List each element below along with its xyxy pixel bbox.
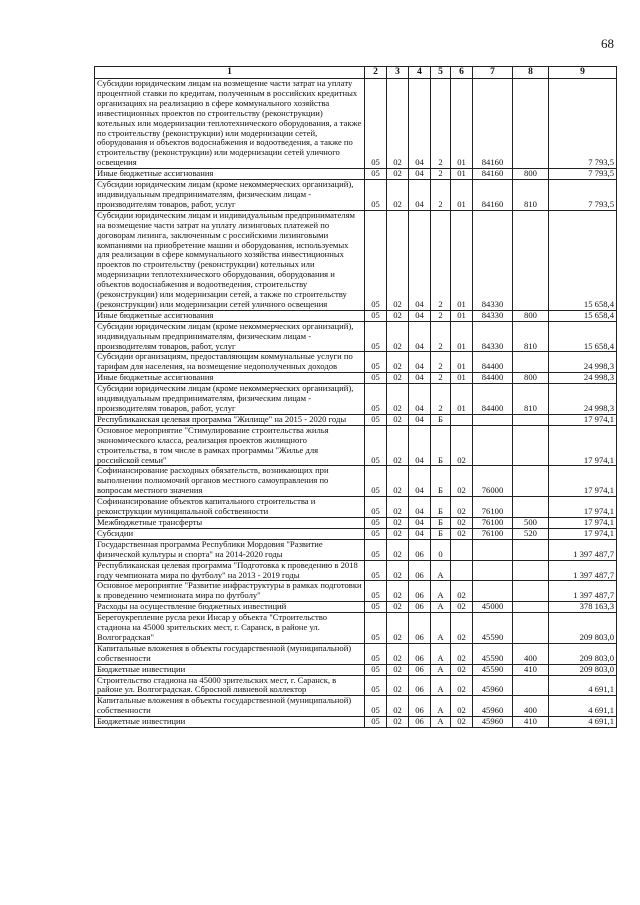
event-code: 02 xyxy=(451,696,473,717)
expense-type-code xyxy=(513,414,549,425)
section-code: 05 xyxy=(365,310,387,321)
subprogram-code: А xyxy=(431,613,451,644)
section-code: 05 xyxy=(365,169,387,180)
section-code: 05 xyxy=(365,466,387,497)
expense-type-code: 810 xyxy=(513,384,549,415)
row-description: Субсидии юридическим лицам на возмещение части затрат на уплату процентной ставки по кредитам, полученным в российских кредитных организациях на реализацию в сфере коммунального хозяйства инвестиционных проектов по строительству (реконструкции) котельных или модернизации теплотехнического оборудования, а также по строительству (реконструкции) или модернизации сетей, оборудования и объектов водоснабжения и водоотведения, а также по строительству (реконструкции) или модернизации сетей уличного освещения xyxy=(95,79,365,169)
program-code: 04 xyxy=(409,466,431,497)
subprogram-code: 2 xyxy=(431,169,451,180)
section-code: 05 xyxy=(365,517,387,528)
subprogram-code: А xyxy=(431,581,451,602)
program-code: 06 xyxy=(409,717,431,728)
row-description: Субсидии юридическим лицам (кроме некоммерческих организаций), индивидуальным предпринимателям, физическим лицам - производителям товаров, работ, услуг xyxy=(95,321,365,352)
program-code: 06 xyxy=(409,664,431,675)
subprogram-code: А xyxy=(431,664,451,675)
direction-code: 76100 xyxy=(473,497,513,518)
subprogram-code: 0 xyxy=(431,539,451,560)
program-code: 04 xyxy=(409,414,431,425)
event-code: 02 xyxy=(451,581,473,602)
table-row xyxy=(95,581,617,602)
direction-code: 45960 xyxy=(473,717,513,728)
amount: 4 691,1 xyxy=(549,696,617,717)
subprogram-code: Б xyxy=(431,425,451,466)
event-code: 02 xyxy=(451,528,473,539)
section-code: 05 xyxy=(365,384,387,415)
direction-code xyxy=(473,539,513,560)
event-code xyxy=(451,539,473,560)
amount: 1 397 487,7 xyxy=(549,539,617,560)
section-code: 05 xyxy=(365,373,387,384)
program-code: 04 xyxy=(409,373,431,384)
expense-type-code xyxy=(513,497,549,518)
expense-type-code xyxy=(513,560,549,581)
event-code: 01 xyxy=(451,321,473,352)
expense-type-code xyxy=(513,352,549,373)
row-description: Строительство стадиона на 45000 зрительских мест, г. Саранск, в районе ул. Волгоградская. Сбросной ливневой коллектор xyxy=(95,675,365,696)
program-code: 04 xyxy=(409,210,431,310)
direction-code: 45590 xyxy=(473,613,513,644)
expense-type-code: 800 xyxy=(513,310,549,321)
column-header: 6 xyxy=(451,67,473,79)
subprogram-code: А xyxy=(431,696,451,717)
expense-type-code: 410 xyxy=(513,664,549,675)
program-code: 06 xyxy=(409,613,431,644)
row-description: Капитальные вложения в объекты государственной (муниципальной) собственности xyxy=(95,696,365,717)
direction-code: 76100 xyxy=(473,517,513,528)
column-header: 7 xyxy=(473,67,513,79)
column-header: 3 xyxy=(387,67,409,79)
subprogram-code: 2 xyxy=(431,352,451,373)
table-row xyxy=(95,528,617,539)
section-code: 05 xyxy=(365,581,387,602)
row-description: Расходы на осуществление бюджетных инвестиций xyxy=(95,602,365,613)
section-code: 05 xyxy=(365,675,387,696)
direction-code: 84330 xyxy=(473,321,513,352)
row-description: Республиканская целевая программа "Подготовка к проведению в 2018 году чемпионата мира по футболу" на 2013 - 2019 годы xyxy=(95,560,365,581)
table-row xyxy=(95,169,617,180)
direction-code: 45000 xyxy=(473,602,513,613)
direction-code: 84330 xyxy=(473,310,513,321)
amount: 17 974,1 xyxy=(549,425,617,466)
event-code: 02 xyxy=(451,613,473,644)
direction-code: 76000 xyxy=(473,466,513,497)
subsection-code: 02 xyxy=(387,373,409,384)
amount: 4 691,1 xyxy=(549,717,617,728)
expense-type-code: 810 xyxy=(513,321,549,352)
amount: 17 974,1 xyxy=(549,466,617,497)
table-row xyxy=(95,560,617,581)
table-row xyxy=(95,373,617,384)
event-code: 02 xyxy=(451,466,473,497)
expense-type-code xyxy=(513,581,549,602)
event-code: 02 xyxy=(451,602,473,613)
subprogram-code: Б xyxy=(431,497,451,518)
subsection-code: 02 xyxy=(387,675,409,696)
event-code: 01 xyxy=(451,384,473,415)
subsection-code: 02 xyxy=(387,643,409,664)
subsection-code: 02 xyxy=(387,717,409,728)
table-row xyxy=(95,321,617,352)
section-code: 05 xyxy=(365,643,387,664)
section-code: 05 xyxy=(365,717,387,728)
amount: 24 998,3 xyxy=(549,352,617,373)
direction-code: 84160 xyxy=(473,79,513,169)
table-header-row xyxy=(95,67,617,79)
subprogram-code: 2 xyxy=(431,79,451,169)
row-description: Основное мероприятие "Развитие инфраструктуры в рамках подготовки к проведению чемпионата мира по футболу" xyxy=(95,581,365,602)
program-code: 06 xyxy=(409,539,431,560)
table-row xyxy=(95,602,617,613)
column-header: 8 xyxy=(513,67,549,79)
program-code: 06 xyxy=(409,602,431,613)
expense-type-code xyxy=(513,425,549,466)
table-row xyxy=(95,539,617,560)
section-code: 05 xyxy=(365,539,387,560)
row-description: Иные бюджетные ассигнования xyxy=(95,373,365,384)
section-code: 05 xyxy=(365,414,387,425)
subsection-code: 02 xyxy=(387,180,409,211)
subprogram-code: 2 xyxy=(431,373,451,384)
subsection-code: 02 xyxy=(387,528,409,539)
section-code: 05 xyxy=(365,613,387,644)
event-code: 01 xyxy=(451,210,473,310)
event-code: 02 xyxy=(451,675,473,696)
direction-code: 84400 xyxy=(473,384,513,415)
subprogram-code: Б xyxy=(431,528,451,539)
table-row xyxy=(95,310,617,321)
table-row xyxy=(95,497,617,518)
direction-code: 45590 xyxy=(473,643,513,664)
subsection-code: 02 xyxy=(387,321,409,352)
event-code: 01 xyxy=(451,169,473,180)
row-description: Государственная программа Республики Мордовия "Развитие физической культуры и спорта" на 2014-2020 годы xyxy=(95,539,365,560)
expense-type-code xyxy=(513,466,549,497)
program-code: 04 xyxy=(409,321,431,352)
direction-code: 76100 xyxy=(473,528,513,539)
subprogram-code: 2 xyxy=(431,210,451,310)
section-code: 05 xyxy=(365,696,387,717)
event-code: 01 xyxy=(451,373,473,384)
table-row xyxy=(95,466,617,497)
amount: 1 397 487,7 xyxy=(549,560,617,581)
subsection-code: 02 xyxy=(387,696,409,717)
section-code: 05 xyxy=(365,352,387,373)
row-description: Субсидии организациям, предоставляющим коммунальные услуги по тарифам для населения, на возмещение недополученных доходов xyxy=(95,352,365,373)
budget-table xyxy=(94,66,617,728)
subsection-code: 02 xyxy=(387,384,409,415)
subsection-code: 02 xyxy=(387,210,409,310)
row-description: Субсидии юридическим лицам и индивидуальным предпринимателям на возмещение части затрат на уплату лизинговых платежей по договорам лизинга, заключенным с российскими лизинговыми компаниями на приобретение машин и оборудования, используемых для реализации в сфере коммунального хозяйства инвестиционных проектов по строительству (реконструкции) котельных или модернизации теплотехнического оборудования, оборудования и объектов водоснабжения и водоотведения, строительству (реконструкции) или модернизации сетей, а также по строительству (реконструкции) или модернизации сетей уличного освещения xyxy=(95,210,365,310)
amount: 15 658,4 xyxy=(549,310,617,321)
subprogram-code: 2 xyxy=(431,321,451,352)
direction-code: 84330 xyxy=(473,210,513,310)
table-row xyxy=(95,696,617,717)
event-code: 01 xyxy=(451,310,473,321)
event-code: 01 xyxy=(451,180,473,211)
program-code: 04 xyxy=(409,352,431,373)
subprogram-code: 2 xyxy=(431,310,451,321)
subsection-code: 02 xyxy=(387,425,409,466)
section-code: 05 xyxy=(365,528,387,539)
expense-type-code: 400 xyxy=(513,696,549,717)
table-row xyxy=(95,414,617,425)
section-code: 05 xyxy=(365,321,387,352)
program-code: 06 xyxy=(409,675,431,696)
section-code: 05 xyxy=(365,664,387,675)
event-code: 02 xyxy=(451,425,473,466)
section-code: 05 xyxy=(365,79,387,169)
table-row xyxy=(95,717,617,728)
amount: 209 803,0 xyxy=(549,643,617,664)
direction-code: 84400 xyxy=(473,352,513,373)
subsection-code: 02 xyxy=(387,169,409,180)
event-code: 02 xyxy=(451,517,473,528)
program-code: 06 xyxy=(409,581,431,602)
amount: 17 974,1 xyxy=(549,528,617,539)
program-code: 06 xyxy=(409,696,431,717)
program-code: 04 xyxy=(409,497,431,518)
direction-code: 84400 xyxy=(473,373,513,384)
event-code: 01 xyxy=(451,79,473,169)
expense-type-code: 400 xyxy=(513,643,549,664)
table-row xyxy=(95,352,617,373)
subsection-code: 02 xyxy=(387,466,409,497)
table-row xyxy=(95,675,617,696)
amount: 7 793,5 xyxy=(549,79,617,169)
subsection-code: 02 xyxy=(387,613,409,644)
direction-code xyxy=(473,414,513,425)
program-code: 06 xyxy=(409,560,431,581)
subsection-code: 02 xyxy=(387,352,409,373)
event-code xyxy=(451,414,473,425)
subprogram-code: А xyxy=(431,643,451,664)
amount: 209 803,0 xyxy=(549,613,617,644)
section-code: 05 xyxy=(365,180,387,211)
amount: 17 974,1 xyxy=(549,497,617,518)
row-description: Основное мероприятие "Стимулирование строительства жилья экономического класса, реализация проектов жилищного строительства, в том числе в рамках программы "Жилье для российской семьи" xyxy=(95,425,365,466)
table-row xyxy=(95,517,617,528)
row-description: Межбюджетные трансферты xyxy=(95,517,365,528)
table-row xyxy=(95,613,617,644)
section-code: 05 xyxy=(365,560,387,581)
program-code: 04 xyxy=(409,384,431,415)
direction-code xyxy=(473,581,513,602)
subsection-code: 02 xyxy=(387,560,409,581)
amount: 4 691,1 xyxy=(549,675,617,696)
subsection-code: 02 xyxy=(387,539,409,560)
row-description: Софинансирование расходных обязательств, возникающих при выполнении полномочий органов местного самоуправления по вопросам местного значения xyxy=(95,466,365,497)
table-row xyxy=(95,643,617,664)
page-number: 68 xyxy=(601,36,614,51)
expense-type-code: 410 xyxy=(513,717,549,728)
row-description: Софинансирование объектов капитального строительства и реконструкции муниципальной собственности xyxy=(95,497,365,518)
amount: 15 658,4 xyxy=(549,321,617,352)
column-header: 4 xyxy=(409,67,431,79)
subsection-code: 02 xyxy=(387,414,409,425)
program-code: 04 xyxy=(409,528,431,539)
direction-code xyxy=(473,425,513,466)
table-row xyxy=(95,384,617,415)
direction-code: 84160 xyxy=(473,180,513,211)
expense-type-code: 800 xyxy=(513,169,549,180)
section-code: 05 xyxy=(365,497,387,518)
subsection-code: 02 xyxy=(387,79,409,169)
subprogram-code: Б xyxy=(431,414,451,425)
direction-code xyxy=(473,560,513,581)
section-code: 05 xyxy=(365,210,387,310)
section-code: 05 xyxy=(365,602,387,613)
amount: 17 974,1 xyxy=(549,517,617,528)
direction-code: 45590 xyxy=(473,664,513,675)
expense-type-code: 520 xyxy=(513,528,549,539)
expense-type-code xyxy=(513,675,549,696)
event-code xyxy=(451,560,473,581)
amount: 15 658,4 xyxy=(549,210,617,310)
amount: 1 397 487,7 xyxy=(549,581,617,602)
direction-code: 45960 xyxy=(473,696,513,717)
program-code: 06 xyxy=(409,643,431,664)
row-description: Капитальные вложения в объекты государственной (муниципальной) собственности xyxy=(95,643,365,664)
subprogram-code: А xyxy=(431,675,451,696)
amount: 378 163,3 xyxy=(549,602,617,613)
program-code: 04 xyxy=(409,169,431,180)
expense-type-code xyxy=(513,79,549,169)
program-code: 04 xyxy=(409,517,431,528)
subsection-code: 02 xyxy=(387,517,409,528)
expense-type-code: 810 xyxy=(513,180,549,211)
expense-type-code xyxy=(513,210,549,310)
expense-type-code xyxy=(513,602,549,613)
amount: 24 998,3 xyxy=(549,373,617,384)
row-description: Бюджетные инвестиции xyxy=(95,664,365,675)
subsection-code: 02 xyxy=(387,602,409,613)
program-code: 04 xyxy=(409,180,431,211)
event-code: 02 xyxy=(451,643,473,664)
expense-type-code xyxy=(513,539,549,560)
table-row xyxy=(95,180,617,211)
amount: 7 793,5 xyxy=(549,180,617,211)
event-code: 02 xyxy=(451,497,473,518)
event-code: 02 xyxy=(451,664,473,675)
subsection-code: 02 xyxy=(387,664,409,675)
direction-code: 84160 xyxy=(473,169,513,180)
row-description: Субсидии юридическим лицам (кроме некоммерческих организаций), индивидуальным предпринимателям, физическим лицам - производителям товаров, работ, услуг xyxy=(95,180,365,211)
table-row xyxy=(95,425,617,466)
column-header: 1 xyxy=(95,67,365,79)
subprogram-code: Б xyxy=(431,517,451,528)
column-header: 5 xyxy=(431,67,451,79)
section-code: 05 xyxy=(365,425,387,466)
row-description: Республиканская целевая программа "Жилище" на 2015 - 2020 годы xyxy=(95,414,365,425)
amount: 17 974,1 xyxy=(549,414,617,425)
row-description: Субсидии xyxy=(95,528,365,539)
program-code: 04 xyxy=(409,79,431,169)
expense-type-code xyxy=(513,613,549,644)
column-header: 9 xyxy=(549,67,617,79)
subsection-code: 02 xyxy=(387,310,409,321)
subprogram-code: А xyxy=(431,602,451,613)
row-description: Берегоукрепление русла реки Инсар у объекта "Строительство стадиона на 45000 зрительских мест, г. Саранск, в районе ул. Волгоградская" xyxy=(95,613,365,644)
amount: 24 998,3 xyxy=(549,384,617,415)
subprogram-code: Б xyxy=(431,466,451,497)
subsection-code: 02 xyxy=(387,497,409,518)
expense-type-code: 800 xyxy=(513,373,549,384)
amount: 209 803,0 xyxy=(549,664,617,675)
row-description: Бюджетные инвестиции xyxy=(95,717,365,728)
event-code: 01 xyxy=(451,352,473,373)
column-header: 2 xyxy=(365,67,387,79)
subprogram-code: 2 xyxy=(431,384,451,415)
direction-code: 45960 xyxy=(473,675,513,696)
table-row xyxy=(95,79,617,169)
table-row xyxy=(95,210,617,310)
row-description: Иные бюджетные ассигнования xyxy=(95,310,365,321)
subprogram-code: 2 xyxy=(431,180,451,211)
row-description: Иные бюджетные ассигнования xyxy=(95,169,365,180)
row-description: Субсидии юридическим лицам (кроме некоммерческих организаций), индивидуальным предпринимателям, физическим лицам - производителям товаров, работ, услуг xyxy=(95,384,365,415)
subprogram-code: А xyxy=(431,717,451,728)
amount: 7 793,5 xyxy=(549,169,617,180)
program-code: 04 xyxy=(409,425,431,466)
table-body xyxy=(95,67,617,728)
event-code: 02 xyxy=(451,717,473,728)
subprogram-code: А xyxy=(431,560,451,581)
table-row xyxy=(95,664,617,675)
subsection-code: 02 xyxy=(387,581,409,602)
program-code: 04 xyxy=(409,310,431,321)
expense-type-code: 500 xyxy=(513,517,549,528)
